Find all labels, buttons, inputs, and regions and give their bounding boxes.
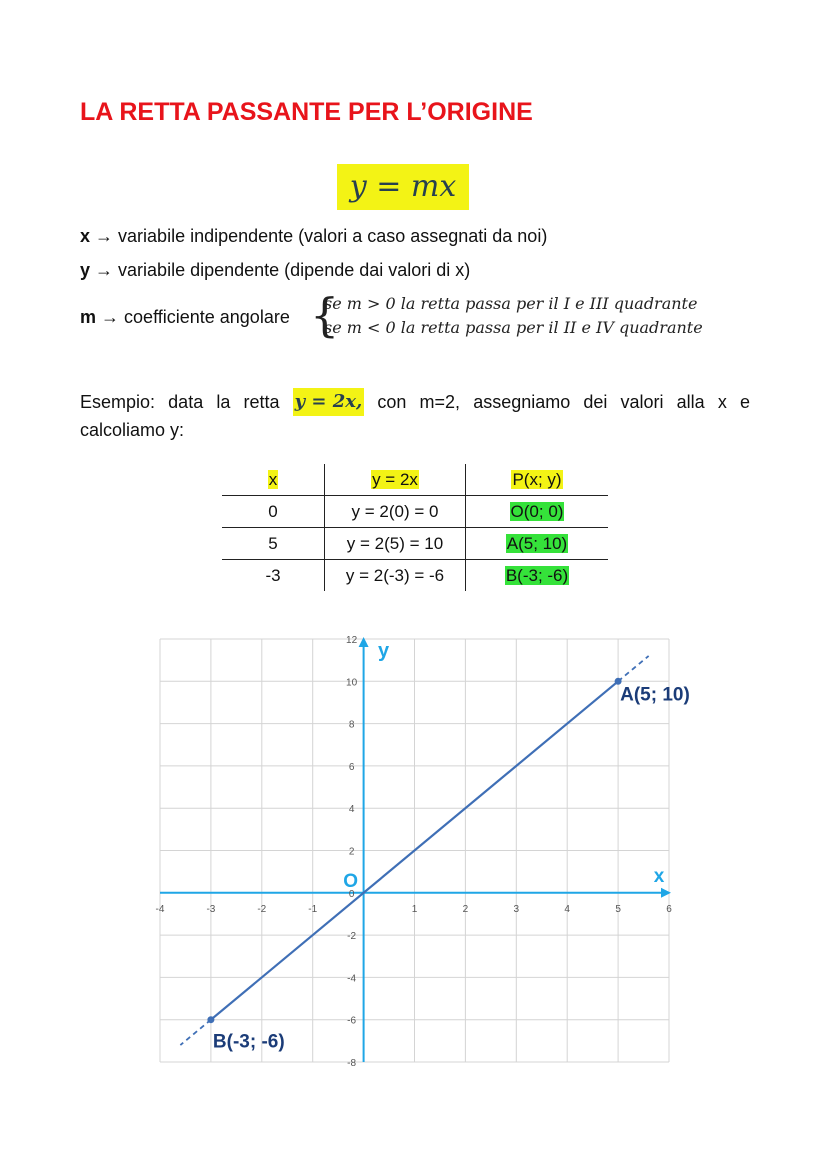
series-extension-dashed: [180, 1020, 211, 1045]
origin-label: O: [343, 870, 358, 892]
table-header-x: x: [268, 469, 278, 489]
y-tick-label: 8: [348, 719, 355, 731]
x-tick-label: 5: [615, 903, 621, 915]
example-word: con: [377, 392, 407, 412]
definition-y-text: variabile dipendente (dipende dai valori di x): [118, 260, 471, 280]
y-tick-label: 0: [348, 888, 355, 900]
table-cell: y = 2(5) = 10: [325, 528, 466, 560]
arrow-right-icon: →: [95, 226, 114, 246]
table-cell: -3: [222, 560, 325, 592]
y-tick-label: 2: [348, 846, 355, 858]
example-word: x: [717, 392, 727, 412]
definition-x-text: variabile indipendente (valori a caso assegnati da noi): [118, 226, 548, 246]
y-tick-label: -8: [347, 1058, 357, 1069]
x-tick-label: 4: [564, 903, 570, 915]
x-tick-label: -2: [257, 903, 267, 915]
example-word: la: [216, 392, 231, 412]
example-word: valori: [620, 392, 664, 412]
example-equation: y = 2x,: [293, 388, 365, 416]
table-cell: y = 2(-3) = -6: [325, 560, 466, 592]
definition-y-symbol: y: [80, 260, 91, 280]
x-tick-label: 2: [462, 903, 469, 915]
y-tick-label: -2: [347, 931, 357, 943]
x-axis-label: x: [653, 865, 665, 887]
table-cell-point: O(0; 0): [510, 501, 564, 521]
table-cell: y = 2(0) = 0: [325, 496, 466, 528]
table-cell-point: B(-3; -6): [505, 565, 569, 585]
x-tick-label: -4: [155, 903, 165, 915]
definition-m-text: coefficiente angolare: [124, 307, 290, 327]
main-formula: y = mx: [337, 164, 469, 210]
example-word: assegniamo: [473, 392, 571, 412]
left-brace-icon: {: [310, 288, 340, 342]
example-word: dei: [583, 392, 608, 412]
y-axis-label: y: [378, 640, 390, 662]
x-tick-label: -3: [206, 903, 216, 915]
case-negative-slope: se m < 0 la retta passa per il II e IV quadrante: [324, 318, 703, 337]
page-title: LA RETTA PASSANTE PER L’ORIGINE: [80, 98, 533, 126]
table-cell-point: A(5; 10): [506, 533, 568, 553]
x-tick-label: 6: [666, 903, 672, 915]
example-word: alla: [676, 392, 705, 412]
data-point: [207, 1016, 214, 1023]
data-point-label: A(5; 10): [620, 684, 690, 706]
definition-m-symbol: m: [80, 307, 97, 327]
example-line-2: calcoliamo y:: [80, 420, 185, 440]
y-tick-label: -4: [347, 973, 357, 985]
x-tick-label: 1: [411, 903, 418, 915]
arrow-right-icon: →: [95, 260, 114, 280]
example-word: e: [739, 392, 750, 412]
y-tick-label: 4: [348, 804, 355, 816]
table-header-y: y = 2x: [372, 469, 418, 489]
data-point-label: B(-3; -6): [212, 1031, 285, 1053]
case-positive-slope: se m > 0 la retta passa per il I e III quadrante: [324, 294, 698, 313]
x-tick-label: -1: [308, 903, 318, 915]
y-tick-label: 6: [348, 761, 355, 773]
table-cell: 5: [222, 528, 325, 560]
table-cell: 0: [222, 496, 325, 528]
example-word: retta: [243, 392, 280, 412]
example-word: data: [168, 392, 204, 412]
definition-x-symbol: x: [80, 226, 91, 246]
table-header-point: P(x; y): [512, 469, 562, 489]
y-tick-label: -6: [347, 1015, 357, 1027]
y-tick-label: 12: [346, 635, 358, 646]
arrow-right-icon: →: [101, 307, 120, 327]
series-extension-dashed: [618, 656, 649, 681]
example-word: Esempio:: [80, 392, 156, 412]
y-tick-label: 10: [346, 677, 358, 689]
x-tick-label: 3: [513, 903, 520, 915]
example-word: m=2,: [419, 392, 461, 412]
